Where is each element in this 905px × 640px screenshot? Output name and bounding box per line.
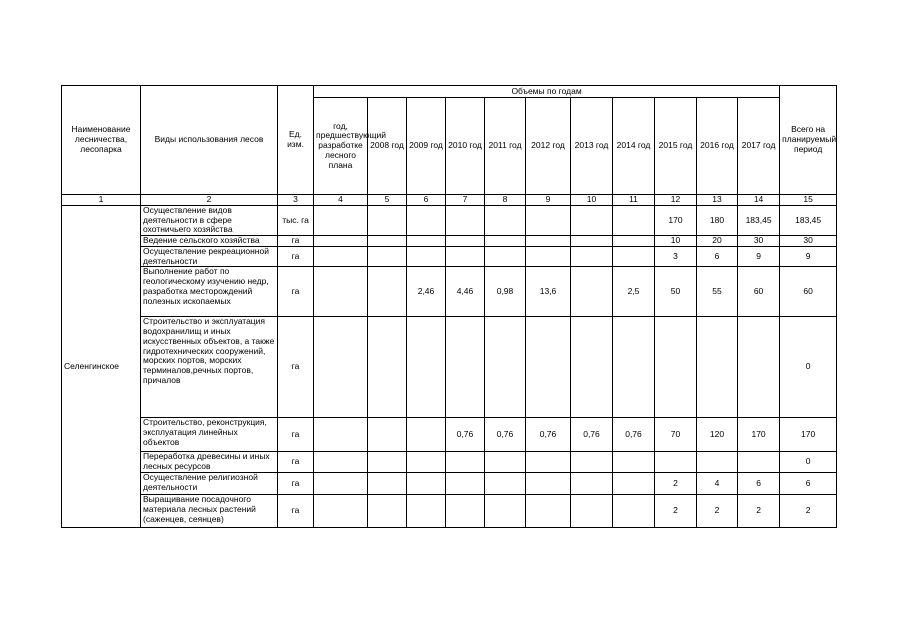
- value-cell: [613, 205, 655, 235]
- forest-use-table: [61, 85, 837, 528]
- value-cell: 4,46: [446, 267, 485, 317]
- value-cell: [314, 267, 368, 317]
- value-cell: 30: [738, 236, 780, 247]
- value-cell: [485, 473, 526, 495]
- value-cell: [368, 236, 407, 247]
- value-cell: [446, 317, 485, 418]
- value-cell: 2: [655, 473, 697, 495]
- value-cell: 13,6: [526, 267, 571, 317]
- value-cell: [485, 317, 526, 418]
- value-cell: 2: [697, 495, 738, 528]
- value-cell: [526, 205, 571, 235]
- value-cell: [314, 495, 368, 528]
- header-year: 2008 год: [368, 98, 407, 195]
- value-cell: [368, 205, 407, 235]
- table-row: [62, 246, 837, 267]
- value-cell: [368, 267, 407, 317]
- value-cell: [485, 246, 526, 267]
- total-cell: 30: [780, 236, 837, 247]
- activity-cell: Переработка древесины и иных лесных ресурсов: [141, 452, 278, 473]
- column-number: 12: [655, 195, 697, 206]
- header-total: Всего на планируемый период: [780, 86, 837, 195]
- value-cell: [368, 418, 407, 452]
- unit-cell: га: [278, 473, 314, 495]
- unit-cell: тыс. га: [278, 205, 314, 235]
- value-cell: [314, 205, 368, 235]
- header-unit: Ед. изм.: [278, 86, 314, 195]
- table-row: [62, 317, 837, 418]
- value-cell: [526, 317, 571, 418]
- value-cell: [446, 246, 485, 267]
- value-cell: [446, 236, 485, 247]
- unit-cell: га: [278, 452, 314, 473]
- value-cell: [407, 246, 446, 267]
- value-cell: [314, 418, 368, 452]
- value-cell: [571, 473, 613, 495]
- column-number: 7: [446, 195, 485, 206]
- value-cell: 60: [738, 267, 780, 317]
- value-cell: 2: [655, 495, 697, 528]
- value-cell: 0,76: [571, 418, 613, 452]
- column-number: 3: [278, 195, 314, 206]
- activity-cell: Осуществление видов деятельности в сфере охотничьего хозяйства: [141, 205, 278, 235]
- header-use-type: Виды использования лесов: [141, 86, 278, 195]
- column-number: 10: [571, 195, 613, 206]
- table-row: [62, 418, 837, 452]
- value-cell: 4: [697, 473, 738, 495]
- activity-cell: Выращивание посадочного материала лесных растений (саженцев, сеянцев): [141, 495, 278, 528]
- header-year: 2017 год: [738, 98, 780, 195]
- table-row: [62, 236, 837, 247]
- value-cell: [446, 452, 485, 473]
- value-cell: [407, 205, 446, 235]
- value-cell: [314, 473, 368, 495]
- value-cell: [571, 317, 613, 418]
- activity-cell: Осуществление религиозной деятельности: [141, 473, 278, 495]
- value-cell: [571, 205, 613, 235]
- value-cell: [526, 495, 571, 528]
- value-cell: [446, 473, 485, 495]
- column-number: 6: [407, 195, 446, 206]
- total-cell: 183,45: [780, 205, 837, 235]
- column-number: 8: [485, 195, 526, 206]
- header-year: 2013 год: [571, 98, 613, 195]
- value-cell: [655, 317, 697, 418]
- value-cell: [407, 452, 446, 473]
- value-cell: [407, 317, 446, 418]
- unit-cell: га: [278, 246, 314, 267]
- value-cell: [571, 452, 613, 473]
- value-cell: [526, 236, 571, 247]
- value-cell: 55: [697, 267, 738, 317]
- total-cell: 0: [780, 317, 837, 418]
- header-prev-year: год, предшествующий разработке лесного плана: [314, 98, 368, 195]
- value-cell: 120: [697, 418, 738, 452]
- header-year: 2012 год: [526, 98, 571, 195]
- value-cell: [485, 205, 526, 235]
- value-cell: [314, 317, 368, 418]
- value-cell: [738, 317, 780, 418]
- value-cell: [697, 452, 738, 473]
- table-row: [62, 452, 837, 473]
- value-cell: [368, 495, 407, 528]
- value-cell: [655, 452, 697, 473]
- header-year: 2015 год: [655, 98, 697, 195]
- value-cell: [613, 452, 655, 473]
- total-cell: 0: [780, 452, 837, 473]
- value-cell: 0,98: [485, 267, 526, 317]
- unit-cell: га: [278, 267, 314, 317]
- total-cell: 170: [780, 418, 837, 452]
- value-cell: 183,45: [738, 205, 780, 235]
- value-cell: 10: [655, 236, 697, 247]
- total-cell: 60: [780, 267, 837, 317]
- column-number: 13: [697, 195, 738, 206]
- value-cell: 2: [738, 495, 780, 528]
- value-cell: 50: [655, 267, 697, 317]
- activity-cell: Строительство, реконструкция, эксплуатация линейных объектов: [141, 418, 278, 452]
- value-cell: [613, 495, 655, 528]
- value-cell: 0,76: [485, 418, 526, 452]
- unit-cell: га: [278, 495, 314, 528]
- value-cell: [613, 317, 655, 418]
- value-cell: [314, 452, 368, 473]
- activity-cell: Строительство и эксплуатация водохранилищ и иных искусственных объектов, а также гидротехнических сооружений, морских портов, морских терминалов,речных портов, причалов: [141, 317, 278, 418]
- value-cell: [314, 246, 368, 267]
- value-cell: 2,46: [407, 267, 446, 317]
- value-cell: 0,76: [446, 418, 485, 452]
- value-cell: [613, 246, 655, 267]
- column-number: 11: [613, 195, 655, 206]
- column-numbers-row: [62, 195, 837, 206]
- value-cell: 9: [738, 246, 780, 267]
- header-year: 2014 год: [613, 98, 655, 195]
- column-number: 15: [780, 195, 837, 206]
- value-cell: 170: [738, 418, 780, 452]
- value-cell: [368, 473, 407, 495]
- column-number: 2: [141, 195, 278, 206]
- unit-cell: га: [278, 418, 314, 452]
- activity-cell: Выполнение работ по геологическому изучению недр, разработка месторождений полезных ископаемых: [141, 267, 278, 317]
- column-number: 4: [314, 195, 368, 206]
- value-cell: [571, 267, 613, 317]
- value-cell: 170: [655, 205, 697, 235]
- value-cell: [485, 452, 526, 473]
- value-cell: [485, 236, 526, 247]
- value-cell: [613, 236, 655, 247]
- value-cell: 20: [697, 236, 738, 247]
- value-cell: [407, 495, 446, 528]
- header-forestry-name: Наименование лесничества, лесопарка: [62, 86, 141, 195]
- value-cell: [571, 246, 613, 267]
- column-number: 14: [738, 195, 780, 206]
- header-year: 2009 год: [407, 98, 446, 195]
- value-cell: [314, 236, 368, 247]
- value-cell: [571, 236, 613, 247]
- column-number: 5: [368, 195, 407, 206]
- value-cell: [526, 473, 571, 495]
- value-cell: [613, 473, 655, 495]
- value-cell: [446, 205, 485, 235]
- value-cell: [697, 317, 738, 418]
- value-cell: 6: [697, 246, 738, 267]
- value-cell: [738, 452, 780, 473]
- total-cell: 9: [780, 246, 837, 267]
- activity-cell: Осуществление рекреационной деятельности: [141, 246, 278, 267]
- table-row: [62, 495, 837, 528]
- value-cell: 6: [738, 473, 780, 495]
- table-row: [62, 267, 837, 317]
- value-cell: 2,5: [613, 267, 655, 317]
- value-cell: 180: [697, 205, 738, 235]
- value-cell: [407, 418, 446, 452]
- header-year: 2016 год: [697, 98, 738, 195]
- value-cell: [571, 495, 613, 528]
- forestry-name: Селенгинское: [62, 205, 141, 528]
- value-cell: 3: [655, 246, 697, 267]
- table-row: [62, 205, 837, 235]
- value-cell: [446, 495, 485, 528]
- value-cell: [526, 246, 571, 267]
- value-cell: [368, 452, 407, 473]
- unit-cell: га: [278, 317, 314, 418]
- header-volumes-by-year: Объемы по годам: [314, 86, 780, 98]
- column-number: 1: [62, 195, 141, 206]
- value-cell: 70: [655, 418, 697, 452]
- value-cell: [407, 236, 446, 247]
- activity-cell: Ведение сельского хозяйства: [141, 236, 278, 247]
- value-cell: 0,76: [613, 418, 655, 452]
- unit-cell: га: [278, 236, 314, 247]
- value-cell: [407, 473, 446, 495]
- value-cell: 0,76: [526, 418, 571, 452]
- column-number: 9: [526, 195, 571, 206]
- table-row: [62, 473, 837, 495]
- value-cell: [526, 452, 571, 473]
- value-cell: [368, 317, 407, 418]
- total-cell: 6: [780, 473, 837, 495]
- header-year: 2010 год: [446, 98, 485, 195]
- value-cell: [368, 246, 407, 267]
- value-cell: [485, 495, 526, 528]
- header-year: 2011 год: [485, 98, 526, 195]
- total-cell: 2: [780, 495, 837, 528]
